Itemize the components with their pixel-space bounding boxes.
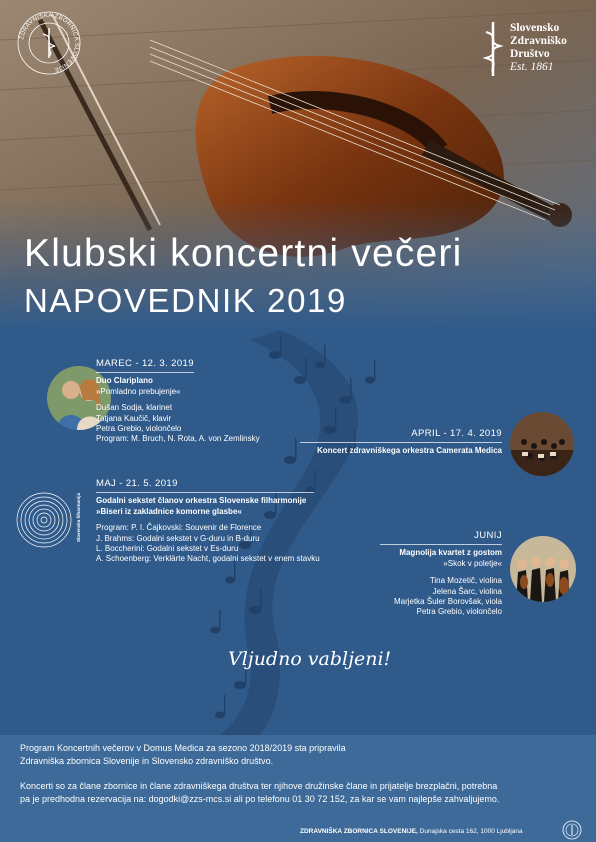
- magnolija-kvartet-photo: [510, 536, 576, 602]
- footer-line: Zdravniška zbornica Slovenije in Slovensko zdravniško društvo.: [20, 755, 274, 766]
- footer-line: Koncerti so za člane zbornice in člane zdravniškega društva ter njihove družinske člane in prijatelje brezplačni, potrebna: [20, 781, 498, 791]
- event-date: JUNIJ: [474, 530, 502, 541]
- performer: Marjetka Šuler Borovšak, viola: [393, 597, 502, 607]
- event-name: Magnolija kvartet z gostom: [399, 548, 502, 558]
- event-name: Duo Clariplano: [96, 376, 153, 386]
- performer: Tatjana Kaučič, klavir: [96, 413, 172, 423]
- program-item: A. Schoenberg: Verklärte Nacht, godalni sekstet v enem stavku: [96, 554, 320, 564]
- event-subtitle: »Biseri iz zakladnice komorne glasbe«: [96, 506, 242, 516]
- event-name: Godalni sekstet članov orkestra Slovenske filharmonije: [96, 496, 307, 506]
- performer: Petra Grebio, violončelo: [416, 607, 502, 617]
- program-item: L. Boccherini: Godalni sekstet v Es-duru: [96, 544, 239, 554]
- slovenska-filharmonija-logo: [16, 490, 88, 550]
- event-date: MAJ - 21. 5. 2019: [96, 478, 178, 489]
- footer-address: ZDRAVNIŠKA ZBORNICA SLOVENIJE, Dunajska cesta 162, 1000 Ljubljana: [300, 828, 523, 835]
- camerata-medica-photo: [510, 412, 574, 476]
- hero-banner: [0, 0, 596, 330]
- event-name: Koncert zdravniškega orkestra Camerata Medica: [317, 446, 502, 456]
- invitation-text: Vljudno vabljeni!: [228, 648, 392, 670]
- performer: Tina Mozetič, violina: [429, 576, 502, 586]
- zdravnisko-drustvo-logo: [480, 18, 590, 88]
- svg-text:ZDRAVNIŠKA ZBORNICA SLOVENIJE: ZDRAVNIŠKA ZBORNICA SLOVENIJE: [19, 12, 80, 73]
- event-junij: [380, 531, 502, 618]
- footer-line: Program Koncertnih večerov v Domus Medica za sezono 2018/2019 sta pripravila: [20, 743, 346, 753]
- event-marec: [96, 359, 260, 445]
- program-item: Program: P. I. Čajkovski: Souvenir de Florence: [96, 523, 262, 533]
- page-title: Klubski koncertni večeri: [24, 232, 463, 275]
- performer: Jelena Šarc, violina: [432, 586, 502, 596]
- event-date: MAREC - 12. 3. 2019: [96, 358, 194, 369]
- performer: Dušan Sodja, klarinet: [96, 403, 173, 413]
- footer: [0, 735, 596, 842]
- event-april: [300, 429, 502, 457]
- page-subtitle: NAPOVEDNIK 2019: [24, 282, 347, 319]
- performer: Petra Grebio, violončelo: [96, 424, 182, 434]
- caduceus-icon: [480, 18, 506, 78]
- zbornica-logo: [16, 10, 82, 76]
- event-subtitle: »Skok v poletje«: [443, 558, 502, 568]
- zbornica-seal-icon: [562, 820, 582, 840]
- event-subtitle: »Pomladno prebujenje«: [96, 386, 181, 396]
- event-date: APRIL - 17. 4. 2019: [411, 428, 502, 439]
- program-item: J. Brahms: Godalni sekstet v G-duru in B-duru: [96, 533, 260, 543]
- drustvo-name: Slovensko Zdravniško Društvo Est. 1861: [510, 22, 567, 73]
- svg-text:Slovenska filharmonija: Slovenska filharmonija: [76, 492, 81, 542]
- events-section: [0, 330, 596, 735]
- footer-line: pa je predhodna rezervacija na: dogodki@zzs-mcs.si ali po telefonu 01 30 72 152, za kar se vam najlepše zahvaljujemo.: [20, 793, 500, 804]
- event-maj: [96, 479, 320, 565]
- event-program: Program: M. Bruch, N. Rota, A. von Zemlinsky: [96, 434, 260, 444]
